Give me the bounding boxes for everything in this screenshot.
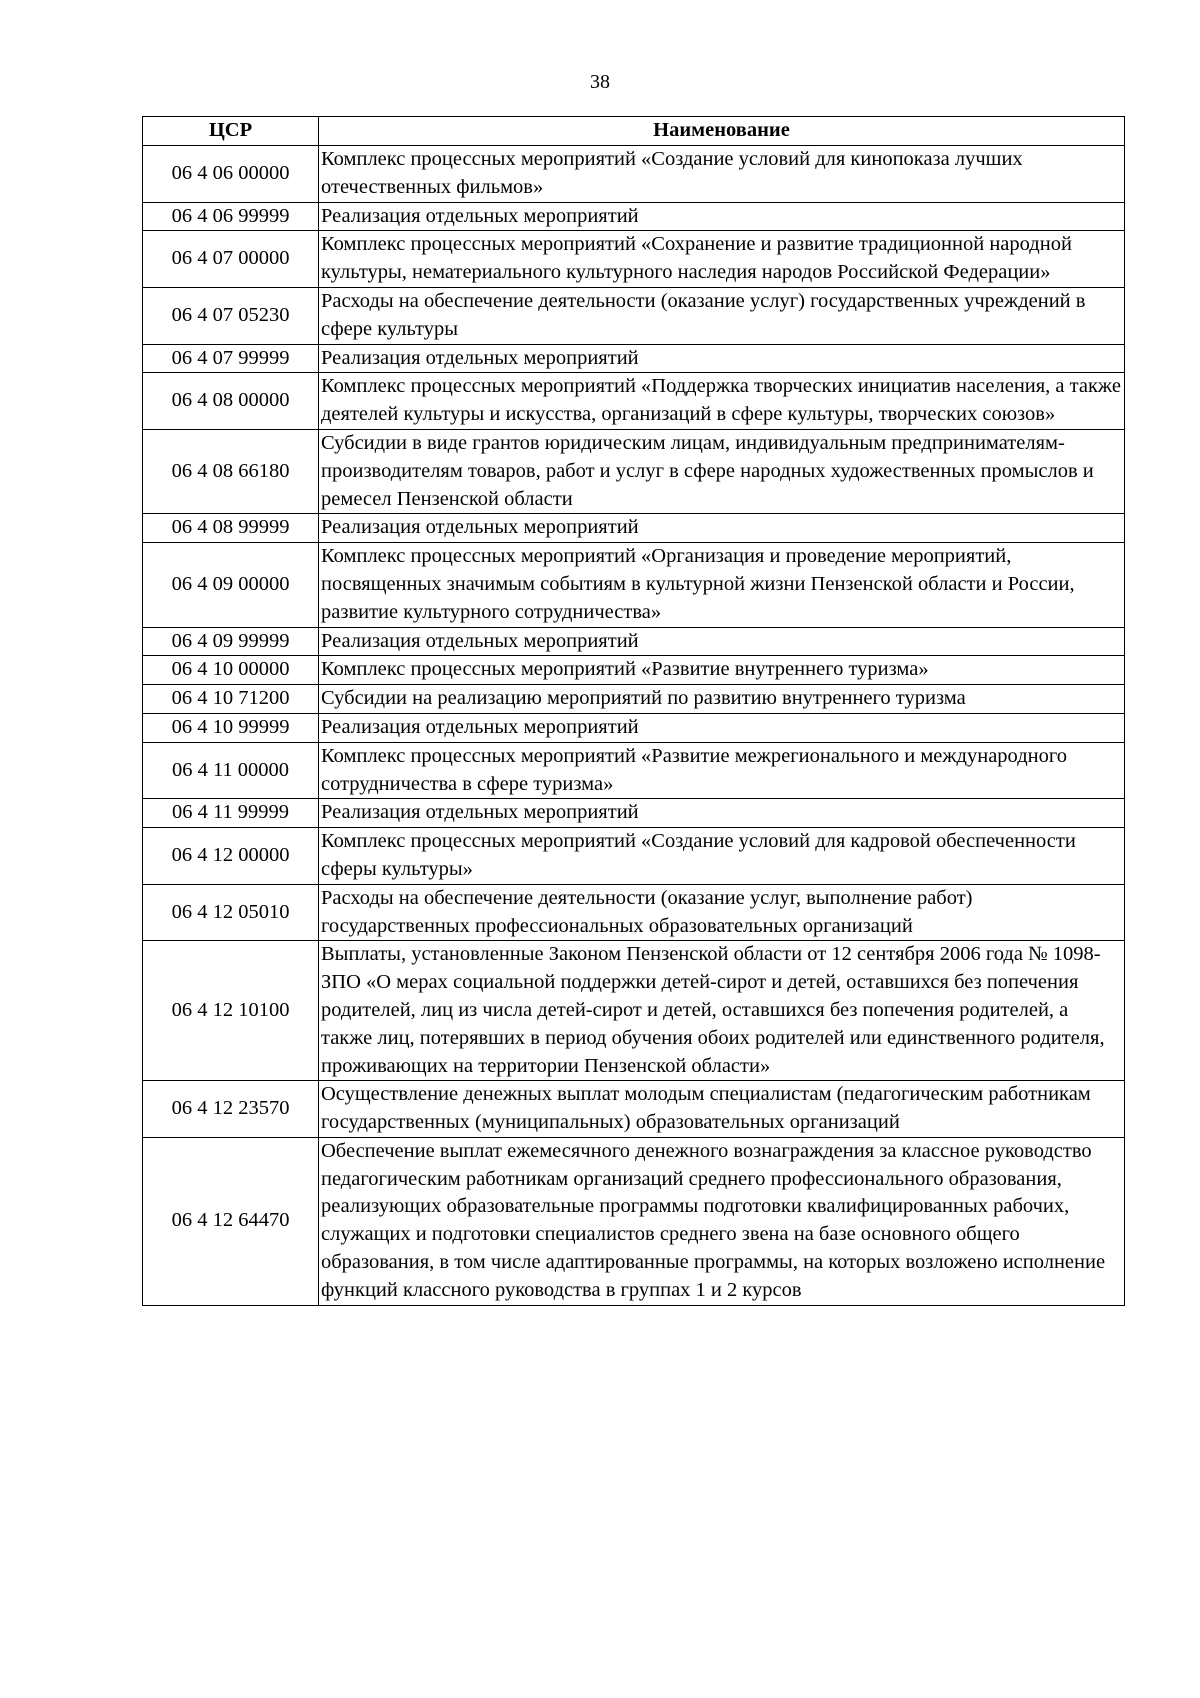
row-code: 06 4 09 99999 <box>143 627 319 656</box>
table-row <box>143 884 1125 941</box>
row-code: 06 4 10 71200 <box>143 685 319 714</box>
table-row <box>143 146 1125 203</box>
row-name: Субсидии в виде грантов юридическим лицам, индивидуальным предпринимателям-производителям товаров, работ и услуг в сфере народных художественных промыслов и ремесел Пензенской области <box>319 429 1125 513</box>
row-name: Расходы на обеспечение деятельности (оказание услуг) государственных учреждений в сфере культуры <box>319 287 1125 344</box>
row-code: 06 4 11 00000 <box>143 742 319 799</box>
row-name: Реализация отдельных мероприятий <box>319 627 1125 656</box>
row-name: Выплаты, установленные Законом Пензенской области от 12 сентября 2006 года № 1098-ЗПО «О мерах социальной поддержки детей-сирот и детей, оставшихся без попечения родителей, лиц из числа детей-сирот и детей, оставшихся без попечения родителей, а также лиц, потерявших в период обучения обоих родителей или единственного родителя, проживающих на территории Пензенской области» <box>319 941 1125 1081</box>
row-name: Реализация отдельных мероприятий <box>319 344 1125 373</box>
row-name: Реализация отдельных мероприятий <box>319 799 1125 828</box>
row-code: 06 4 06 00000 <box>143 146 319 203</box>
row-code: 06 4 06 99999 <box>143 202 319 231</box>
table-row <box>143 685 1125 714</box>
table-row <box>143 514 1125 543</box>
page-number: 38 <box>590 71 610 93</box>
row-name: Комплекс процессных мероприятий «Сохранение и развитие традиционной народной культуры, нематериального культурного наследия народов Российской Федерации» <box>319 231 1125 288</box>
row-code: 06 4 08 00000 <box>143 373 319 430</box>
column-header-code: ЦСР <box>143 117 319 146</box>
table-row <box>143 799 1125 828</box>
table-row <box>143 344 1125 373</box>
table-row <box>143 941 1125 1081</box>
row-name: Комплекс процессных мероприятий «Создание условий для кадровой обеспеченности сферы культуры» <box>319 828 1125 885</box>
table-row <box>143 231 1125 288</box>
table-row <box>143 742 1125 799</box>
row-name: Комплекс процессных мероприятий «Развитие внутреннего туризма» <box>319 656 1125 685</box>
row-code: 06 4 07 00000 <box>143 231 319 288</box>
row-name: Комплекс процессных мероприятий «Организация и проведение мероприятий, посвященных значимым событиям в культурной жизни Пензенской области и России, развитие культурного сотрудничества» <box>319 543 1125 627</box>
row-code: 06 4 09 00000 <box>143 543 319 627</box>
table-header-row <box>143 117 1125 146</box>
table-row <box>143 287 1125 344</box>
row-code: 06 4 12 23570 <box>143 1081 319 1138</box>
table-row <box>143 627 1125 656</box>
table-row <box>143 543 1125 627</box>
row-code: 06 4 08 99999 <box>143 514 319 543</box>
table-row <box>143 656 1125 685</box>
row-code: 06 4 12 64470 <box>143 1137 319 1305</box>
row-name: Субсидии на реализацию мероприятий по развитию внутреннего туризма <box>319 685 1125 714</box>
row-name: Комплекс процессных мероприятий «Развитие межрегионального и международного сотрудничества в сфере туризма» <box>319 742 1125 799</box>
row-name: Обеспечение выплат ежемесячного денежного вознаграждения за классное руководство педагогическим работникам организаций среднего профессионального образования, реализующих образовательные программы подготовки квалифицированных рабочих, служащих и подготовки специалистов среднего звена на базе основного общего образования, в том числе адаптированные программы, на которых возложено исполнение функций классного руководства в группах 1 и 2 курсов <box>319 1137 1125 1305</box>
table-row <box>143 713 1125 742</box>
table-row <box>143 1137 1125 1305</box>
row-name: Комплекс процессных мероприятий «Поддержка творческих инициатив населения, а также деятелей культуры и искусства, организаций в сфере культуры, творческих союзов» <box>319 373 1125 430</box>
row-code: 06 4 12 05010 <box>143 884 319 941</box>
table-row <box>143 1081 1125 1138</box>
row-code: 06 4 07 05230 <box>143 287 319 344</box>
row-name: Комплекс процессных мероприятий «Создание условий для кинопоказа лучших отечественных фильмов» <box>319 146 1125 203</box>
row-code: 06 4 07 99999 <box>143 344 319 373</box>
row-name: Реализация отдельных мероприятий <box>319 202 1125 231</box>
row-code: 06 4 11 99999 <box>143 799 319 828</box>
row-code: 06 4 10 99999 <box>143 713 319 742</box>
row-name: Расходы на обеспечение деятельности (оказание услуг, выполнение работ) государственных профессиональных образовательных организаций <box>319 884 1125 941</box>
column-header-name: Наименование <box>319 117 1125 146</box>
table-row <box>143 429 1125 513</box>
row-name: Осуществление денежных выплат молодым специалистам (педагогическим работникам государственных (муниципальных) образовательных организаций <box>319 1081 1125 1138</box>
row-code: 06 4 12 10100 <box>143 941 319 1081</box>
row-code: 06 4 08 66180 <box>143 429 319 513</box>
table-row <box>143 828 1125 885</box>
table-row <box>143 373 1125 430</box>
row-code: 06 4 10 00000 <box>143 656 319 685</box>
row-code: 06 4 12 00000 <box>143 828 319 885</box>
row-name: Реализация отдельных мероприятий <box>319 713 1125 742</box>
row-name: Реализация отдельных мероприятий <box>319 514 1125 543</box>
budget-classification-table <box>142 116 1125 1306</box>
table-row <box>143 202 1125 231</box>
